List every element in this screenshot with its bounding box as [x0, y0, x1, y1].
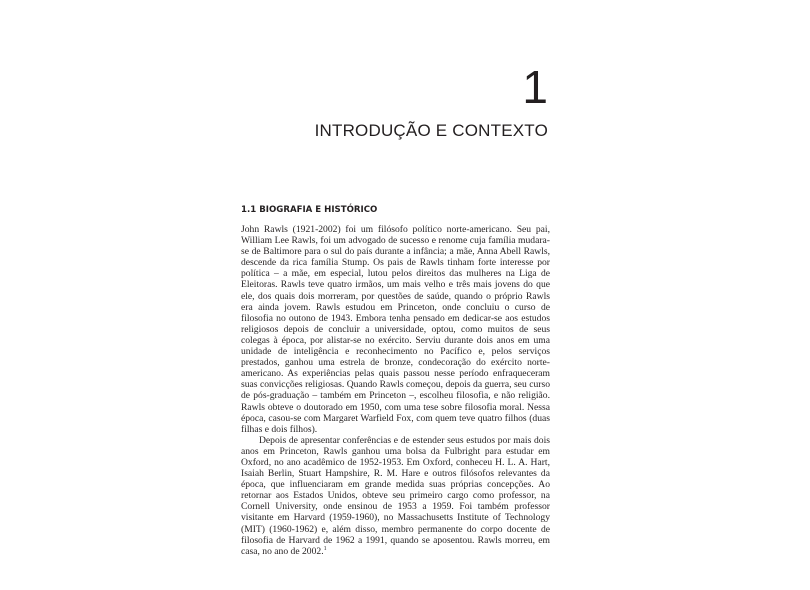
footnote-reference[interactable]: 1 — [323, 545, 327, 552]
paragraph-2-text: Depois de apresentar conferências e de estender seus estudos por mais dois anos em Princeton, Rawls ganhou uma bolsa da Fulbright para estudar em Oxford, no ano acadêmico de 1952-1953. Em Oxford, conheceu H. L. A. Hart, Isaiah Berlin, Stuart Hampshire, R. M. Hare e outros filósofos relevantes da época, que influenciaram em grande medida suas próprias concepções. Ao retornar aos Estados Unidos, obteve seu primeiro cargo como professor, na Cornell University, onde ensinou de 1953 a 1959. Foi também professor visitante em Harvard (1959-1960), no Massachusetts Institute of Technology (MIT) (1960-1962) e, além disso, membro permanente do corpo docente de filosofia de Harvard de 1962 a 1991, quando se aposentou. Rawls morreu, em casa, no ano de 2002. — [241, 434, 550, 557]
chapter-title: INTRODUÇÃO E CONTEXTO — [314, 121, 548, 140]
paragraph-1: John Rawls (1921-2002) foi um filósofo político norte-americano. Seu pai, William Lee Rawls, foi um advogado de sucesso e renome cuja família mudara-se de Baltimore para o sul do país durante a infância; a mãe, Anna Abell Rawls, descende da rica família Stump. Os pais de Rawls tinham forte interesse por política – a mãe, em especial, lutou pelos direitos das mulheres na Liga de Eleitoras. Rawls teve quatro irmãos, um mais velho e três mais jovens do que ele, dos quais dois morreram, por questões de saúde, quando o próprio Rawls era ainda jovem. Rawls estudou em Princeton, onde concluiu o curso de filosofia no outono de 1943. Embora tenha pensado em dedicar-se aos estudos religiosos depois de concluir a universidade, optou, como muitos de seus colegas à época, por alistar-se no exército. Serviu durante dois anos em uma unidade de inteligência e reconhecimento no Pacífico e, pelos serviços prestados, ganhou uma estrela de bronze, condecoração do exército norte-americano. As experiências pelas quais passou nesse período enfraqueceram suas convicções religiosas. Quando Rawls começou, depois da guerra, seu curso de pós-graduação – também em Princeton –, escolheu filosofia, e não religião. Rawls obteve o doutorado em 1950, com uma tese sobre filosofia moral. Nessa época, casou-se com Margaret Warfield Fox, com quem teve quatro filhos (duas filhas e dois filhos). — [241, 224, 550, 435]
paragraph-2 — [241, 435, 550, 557]
chapter-number: 1 — [522, 61, 548, 113]
section-heading: 1.1 BIOGRAFIA E HISTÓRICO — [241, 205, 378, 215]
body-text — [241, 224, 550, 557]
